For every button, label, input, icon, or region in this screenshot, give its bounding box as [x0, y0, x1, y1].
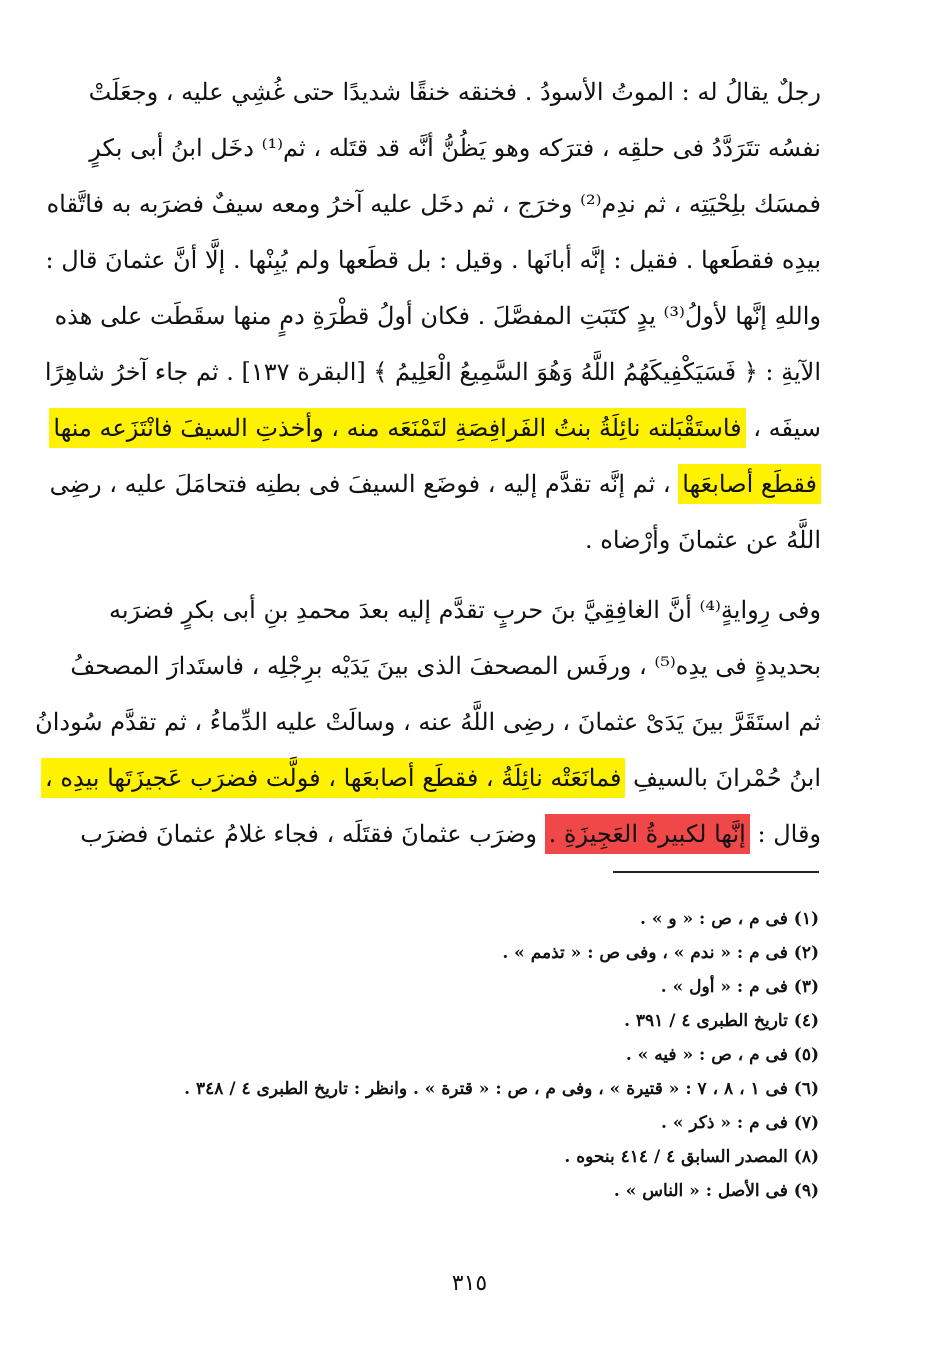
yellow-highlight: فمانَعَتْه نائِلَةُ ، فقطَع أصابعَها ، فولَّت فضرَب عَجيزَتَها بيدِه ، [41, 758, 625, 798]
main-text [35, 64, 821, 862]
footnote-divider [613, 871, 819, 873]
page-number: ٣١٥ [451, 1271, 488, 1296]
text-line: فمسَك بلِحْيَتِه ، ثم ندِم⁽²⁾ وخرَج ، ثم دخَل عليه آخرُ ومعه سيفٌ فضرَبه به فاتَّقاه [46, 190, 821, 218]
text-line: نفسُه تتَرَدَّدُ فى حلقِه ، فترَكه وهو يَظُنُّ أنَّه قد قتَله ، ثم⁽¹⁾ دخَل ابنُ أبى بكرٍ [89, 134, 821, 162]
text-segment: وقال : [749, 820, 821, 848]
footnotes [128, 902, 819, 1208]
yellow-highlight: فاستَقْبَلته نائِلَةُ بنتُ الفَرافِصَةِ لتَمْنَعَه منه ، وأخذتِ السيفَ فانْتَزَعه منها [49, 408, 745, 448]
text-line: وفى رِوايةٍ⁽⁴⁾ أنَّ الغافِقِيَّ بنَ حربٍ تقدَّم إليه بعدَ محمدِ بنِ أبى بكرٍ فضرَبه [108, 596, 821, 624]
text-line [53, 400, 821, 456]
text-line: اللَّهُ عن عثمانَ وأرْضاه . [584, 526, 821, 554]
text-line: بحديدةٍ فى يدِه⁽⁵⁾ ، ورفَس المصحفَ الذى بينَ يَدَيْه برِجْلِه ، فاستَدارَ المصحفُ [70, 652, 821, 680]
text-line [49, 456, 821, 512]
footnote: (٩) فى الأصل : « الناس » . [613, 1181, 819, 1201]
footnote: (٧) فى م : « ذكر » . [661, 1113, 819, 1133]
text-line [45, 750, 821, 806]
text-line: رجلٌ يقالُ له : الموتُ الأسودُ . فخنقه خنقًا شديدًا حتى غُشِي عليه ، وجعَلَتْ [88, 78, 821, 106]
text-segment: ابنُ حُمْرانَ بالسيفِ [625, 764, 821, 792]
red-highlight: إنَّها لكبيرةُ العَجِيزَةِ . [545, 814, 750, 854]
text-line: الآيةِ : ﴿ فَسَيَكْفِيكَهُمُ اللَّهُ وَهُوَ السَّمِيعُ الْعَلِيمُ ﴾ [البقرة ١٣٧] . ثم جاء آخرُ شاهِرًا [44, 358, 821, 386]
footnote: (٦) فى ١ ، ٨ ، ٧ : « قتيرة » ، وفى م ، ص : « قترة » . وانظر : تاريخ الطبرى ٤ / ٣٤٨ . [184, 1079, 819, 1099]
footnote: (٥) فى م ، ص : « فيه » . [625, 1045, 819, 1065]
footnote: (١) فى م ، ص : « و » . [639, 909, 819, 929]
footnote: (٢) فى م : « ندم » ، وفى ص : « تذمم » . [502, 943, 819, 963]
footnote: (٣) فى م : « أول » . [660, 977, 819, 997]
text-line: بيدِه فقطَعها . فقيل : إنَّه أبانَها . وقيل : بل قطَعها ولم يُبِنْها . إلَّا أنَّ عثمانَ قال : [45, 246, 821, 274]
yellow-highlight: فقطَع أصابعَها [678, 464, 821, 504]
text-segment: ، ثم إنَّه تقدَّم إليه ، فوضَع السيفَ فى بطنِه فتحامَلَ عليه ، رضِى [49, 470, 679, 498]
text-segment: سيفَه ، [745, 414, 821, 442]
text-line [80, 806, 821, 862]
text-line: ثم استَقَرَّ بينَ يَدَىْ عثمانَ ، رضِى اللَّهُ عنه ، وسالَتْ عليه الدِّماءُ ، ثم تقدَّم سُودانُ [35, 708, 821, 736]
footnote: (٨) المصدر السابق ٤ / ٤١٤ بنحوه . [564, 1147, 819, 1167]
footnote: (٤) تاريخ الطبرى ٤ / ٣٩١ . [624, 1011, 819, 1031]
text-segment: وضرَب عثمانَ فقتَلَه ، فجاء غلامُ عثمانَ فضرَب [80, 820, 545, 848]
text-line: واللهِ إنَّها لأولُ⁽³⁾ يدٍ كتَبَتِ المفصَّلَ . فكان أولُ قطْرَةِ دمٍ منها سقَطَت على هذه [54, 302, 821, 330]
